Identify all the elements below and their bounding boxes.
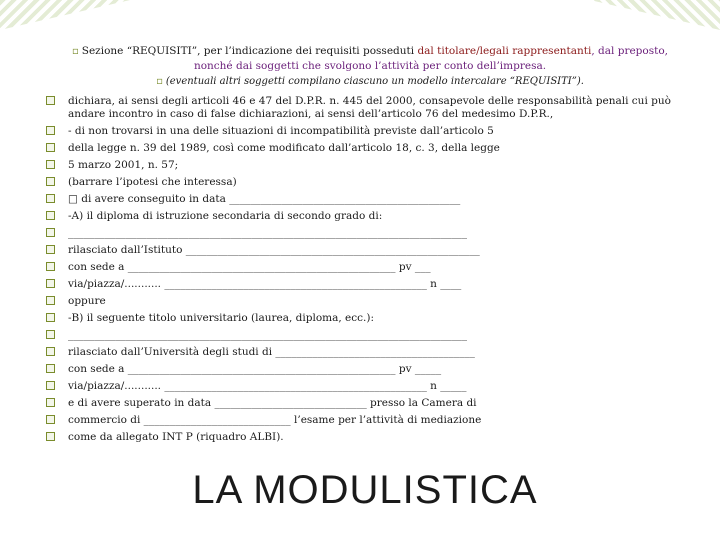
requirements-list xyxy=(46,95,676,448)
square-bullet-icon xyxy=(46,126,55,135)
list-item: 5 marzo 2001, n. 57; xyxy=(46,159,676,172)
list-item: - di non trovarsi in una delle situazioni di incompatibilità previste dall’articolo 5 xyxy=(46,125,676,138)
list-item: via/piazza/........... __________________________________________________ n ____ xyxy=(46,278,676,291)
square-bullet-icon: ▫ xyxy=(71,46,79,57)
square-bullet-icon: ▫ xyxy=(156,76,163,87)
square-bullet-icon xyxy=(46,262,55,271)
square-bullet-icon xyxy=(46,330,55,339)
square-bullet-icon xyxy=(46,143,55,152)
square-bullet-icon xyxy=(46,432,55,441)
list-item: dichiara, ai sensi degli articoli 46 e 47 del D.P.R. n. 445 del 2000, consapevole delle responsabilità penali cui può andare incontro in caso di false dichiarazioni, ai sensi dell’articolo 76 del medesimo D.P.R., xyxy=(46,95,676,121)
square-bullet-icon xyxy=(46,194,55,203)
square-bullet-icon xyxy=(46,381,55,390)
square-bullet-icon xyxy=(46,245,55,254)
square-bullet-icon xyxy=(46,415,55,424)
square-bullet-icon xyxy=(46,398,55,407)
square-bullet-icon xyxy=(46,347,55,356)
heading-part1: Sezione “REQUISITI”, per l’indicazione dei requisiti posseduti xyxy=(81,45,418,57)
square-bullet-icon xyxy=(46,96,55,105)
list-item: ____________________________________________________________________________ xyxy=(46,227,676,240)
list-item: (barrare l’ipotesi che interessa) xyxy=(46,176,676,189)
list-item: come da allegato INT P (riquadro ALBI). xyxy=(46,431,676,444)
list-item: con sede a ___________________________________________________ pv ___ xyxy=(46,261,676,274)
list-item: rilasciato dall’Università degli studi di ______________________________________ xyxy=(46,346,676,359)
list-item: ____________________________________________________________________________ xyxy=(46,329,676,342)
square-bullet-icon xyxy=(46,160,55,169)
list-item: □ di avere conseguito in data ____________________________________________ xyxy=(46,193,676,206)
list-item: e di avere superato in data _____________________________ presso la Camera di xyxy=(46,397,676,410)
square-bullet-icon xyxy=(46,279,55,288)
square-bullet-icon xyxy=(46,177,55,186)
square-bullet-icon xyxy=(46,364,55,373)
heading-line2: nonché dai soggetti che svolgono l’attività per conto dell’impresa. xyxy=(193,60,547,72)
heading-part3: , dal preposto, xyxy=(591,45,668,57)
list-item: con sede a ___________________________________________________ pv _____ xyxy=(46,363,676,376)
square-bullet-icon xyxy=(46,228,55,237)
heading-part2: dal titolare/legali rappresentanti xyxy=(417,45,592,57)
list-item: via/piazza/........... __________________________________________________ n _____ xyxy=(46,380,676,393)
list-item: oppure xyxy=(46,295,676,308)
list-item: -B) il seguente titolo universitario (laurea, diploma, ecc.): xyxy=(46,312,676,325)
square-bullet-icon xyxy=(46,211,55,220)
corner-decoration-left xyxy=(0,0,130,30)
corner-decoration-right xyxy=(590,0,720,30)
heading-note: ▫ (eventuali altri soggetti compilano ciascuno un modello intercalare “REQUISITI”). xyxy=(156,76,584,87)
list-item: commercio di ____________________________ l’esame per l’attività di mediazione xyxy=(46,414,676,427)
section-heading xyxy=(60,44,680,89)
list-item: rilasciato dall’Istituto ________________________________________________________ xyxy=(46,244,676,257)
square-bullet-icon xyxy=(46,313,55,322)
list-item: della legge n. 39 del 1989, così come modificato dall’articolo 18, c. 3, della legge xyxy=(46,142,676,155)
slide-title: LA MODULISTICA xyxy=(192,468,538,512)
list-item: -A) il diploma di istruzione secondaria di secondo grado di: xyxy=(46,210,676,223)
square-bullet-icon xyxy=(46,296,55,305)
